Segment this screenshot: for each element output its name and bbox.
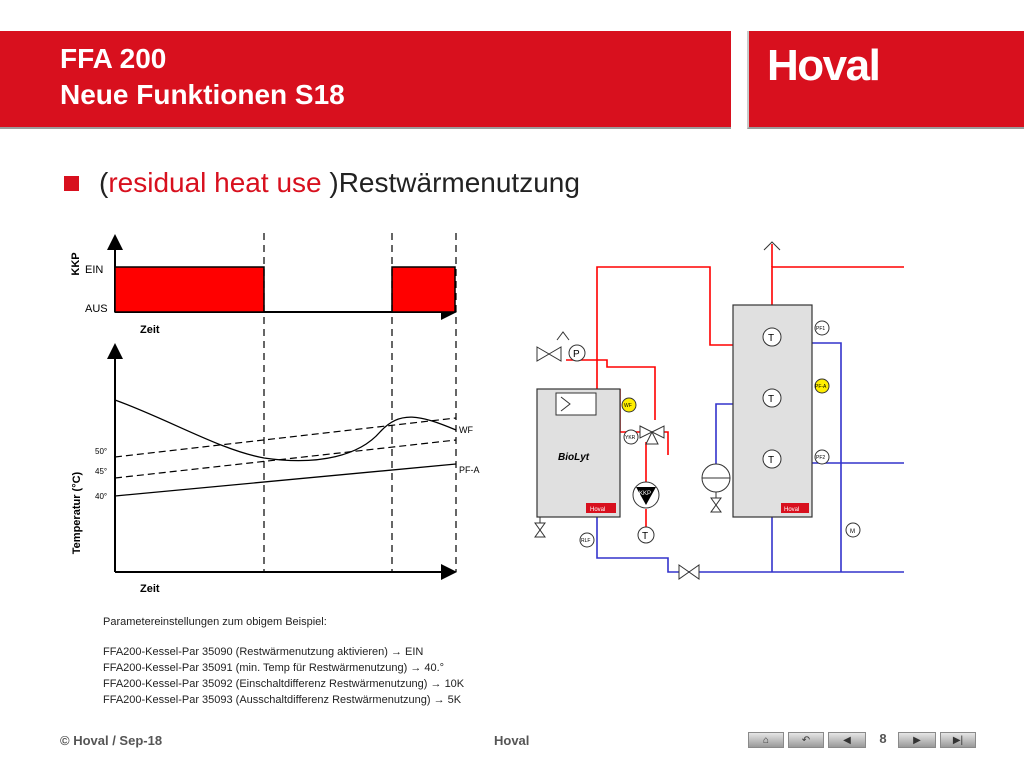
- aus-label: AUS: [85, 303, 108, 315]
- hydraulic-schematic: [535, 242, 904, 579]
- temperature-chart: [71, 345, 480, 595]
- safety-valve-outlet-icon: [557, 332, 569, 340]
- upper-threshold-line: [115, 418, 456, 457]
- kkp-axis-label: KKP: [70, 252, 82, 276]
- zeit-label-top: Zeit: [140, 324, 160, 336]
- return-thermometer-label: T: [642, 531, 649, 542]
- bullet-red-text: residual heat use: [108, 167, 322, 198]
- pf-a-sensor-label: PF-A: [815, 384, 827, 390]
- boiler-label: BioLyt: [558, 452, 590, 463]
- rlf-sensor-label: RLF: [581, 538, 591, 544]
- boiler-drain-valve-icon: [535, 523, 545, 537]
- open-paren: (: [99, 167, 109, 198]
- flow-pipe-bypass: [664, 432, 668, 455]
- flow-pipe-top-out: [772, 267, 904, 305]
- slide-title-line1: FFA 200: [60, 43, 167, 74]
- tank-thermometer-bottom-label: T: [768, 455, 775, 466]
- footer-copyright: © Hoval / Sep-18: [60, 733, 163, 748]
- safety-valve-icon: [537, 347, 561, 361]
- tank-thermometer-mid-label: T: [768, 394, 775, 405]
- logo-text: Hoval: [767, 41, 880, 90]
- three-way-valve-icon: [640, 426, 664, 444]
- footer-brand: Hoval: [494, 733, 530, 748]
- param-line-2: FFA200-Kessel-Par 35091 (min. Temp für Restwärmenutzung) → 40.°: [103, 662, 445, 674]
- tank-hoval-tag-text: Hoval: [784, 507, 800, 513]
- tick-40: 40°: [95, 492, 108, 501]
- timing-chart: [70, 236, 455, 336]
- kkp-on-block-1: [115, 267, 264, 312]
- pf-a-curve: [115, 464, 456, 496]
- mixer-motor-label: M: [850, 529, 855, 535]
- pressure-gauge-label: P: [573, 349, 580, 360]
- pf-a-curve-label: PF-A: [459, 465, 480, 475]
- nav-home-button[interactable]: ⌂: [748, 732, 784, 748]
- ykr-label: YKR: [625, 435, 636, 441]
- tick-50: 50°: [95, 447, 108, 456]
- wf-curve: [115, 400, 456, 461]
- param-line-3: FFA200-Kessel-Par 35092 (Einschaltdifferenz Restwärmenutzung) → 10K: [103, 678, 465, 690]
- slide-title-line2: Neue Funktionen S18: [60, 79, 345, 110]
- pf1-sensor-label: PF1: [816, 326, 826, 332]
- bullet-rest-text: )Restwärmenutzung: [321, 167, 580, 198]
- param-line-1: FFA200-Kessel-Par 35090 (Restwärmenutzung aktivieren) → EIN: [103, 646, 424, 658]
- pf2-sensor-label: PF2: [816, 455, 826, 461]
- expansion-valve-icon: [711, 498, 721, 512]
- wf-curve-label: WF: [459, 425, 473, 435]
- nav-prev-button[interactable]: ◀: [828, 732, 866, 748]
- boiler-burner-box: [556, 393, 596, 415]
- params-heading: Parametereinstellungen zum obigem Beispiel:: [103, 616, 327, 628]
- tick-45: 45°: [95, 467, 108, 476]
- flow-pipe-boiler-storage: [597, 267, 733, 389]
- boiler-hoval-tag-text: Hoval: [590, 507, 606, 513]
- zeit-label-bottom: Zeit: [140, 583, 160, 595]
- kkp-on-block-2: [392, 267, 455, 312]
- param-line-4: FFA200-Kessel-Par 35093 (Ausschaltdifferenz Restwärmenutzung) → 5K: [103, 694, 462, 706]
- kkp-pump-label: KKP: [639, 491, 652, 497]
- nav-next-button[interactable]: ▶: [898, 732, 936, 748]
- page-number: 8: [879, 731, 887, 746]
- return-shutoff-valve-icon: [679, 565, 699, 579]
- lower-threshold-line: [115, 440, 456, 478]
- ein-label: EIN: [85, 264, 104, 276]
- tank-thermometer-top-label: T: [768, 333, 775, 344]
- temp-axis-label: Temperatur (°C): [71, 471, 83, 555]
- nav-undo-button[interactable]: ↶: [788, 732, 824, 748]
- wf-sensor-label: WF: [624, 403, 632, 409]
- nav-last-button[interactable]: ▶|: [940, 732, 976, 748]
